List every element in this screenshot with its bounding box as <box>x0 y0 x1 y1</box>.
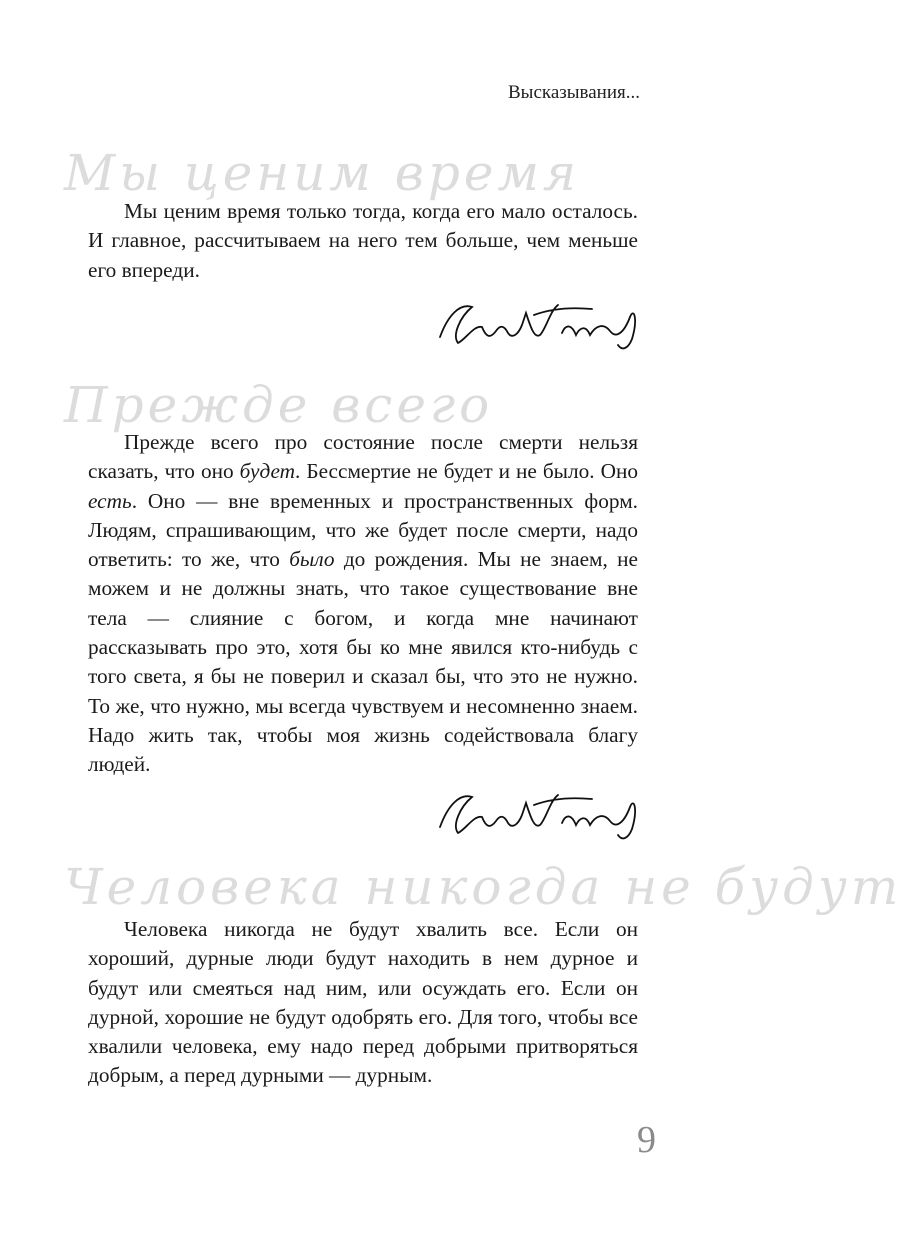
running-head: Высказывания... <box>508 82 640 103</box>
script-heading-1: Мы ценим время <box>64 144 581 202</box>
quote-paragraph-1: Мы ценим время только тогда, когда его мало осталось. И главное, рассчитываем на него тем больше, чем меньше его впереди. <box>88 199 638 282</box>
signature-1 <box>430 295 645 355</box>
script-heading-3: Человека никогда не будут <box>64 858 902 916</box>
page-number: 9 <box>637 1119 656 1161</box>
quote-paragraph-2: Прежде всего про состояние после смерти нельзя сказать, что оно будет. Бессмертие не будет и не было. Оно есть. Оно — вне временных и пространственных форм. Людям, спрашивающим, что же будет после смерти, надо ответить: то же, что было до рождения. Мы не знаем, не можем и не должны знать, что такое существование вне тела — слияние с богом, и когда мне начинают рассказывать про это, хотя бы ко мне явился кто-нибудь с того света, я бы не поверил и сказал бы, что это не нужно. То же, что нужно, мы всегда чувствуем и несомненно знаем. Надо жить так, чтобы моя жизнь содействовала благу людей. <box>88 430 639 777</box>
signature-2 <box>430 785 645 845</box>
quote-paragraph-3: Человека никогда не будут хвалить все. Если он хороший, дурные люди будут находить в нем дурное и будут или смеяться над ним, или осуждать его. Если он дурной, хорошие не будут одобрять его. Для того, чтобы все хвалили человека, ему надо перед добрыми притворяться добрым, а перед дурными — дурным. <box>88 917 638 1088</box>
script-heading-2: Прежде всего <box>64 376 494 434</box>
